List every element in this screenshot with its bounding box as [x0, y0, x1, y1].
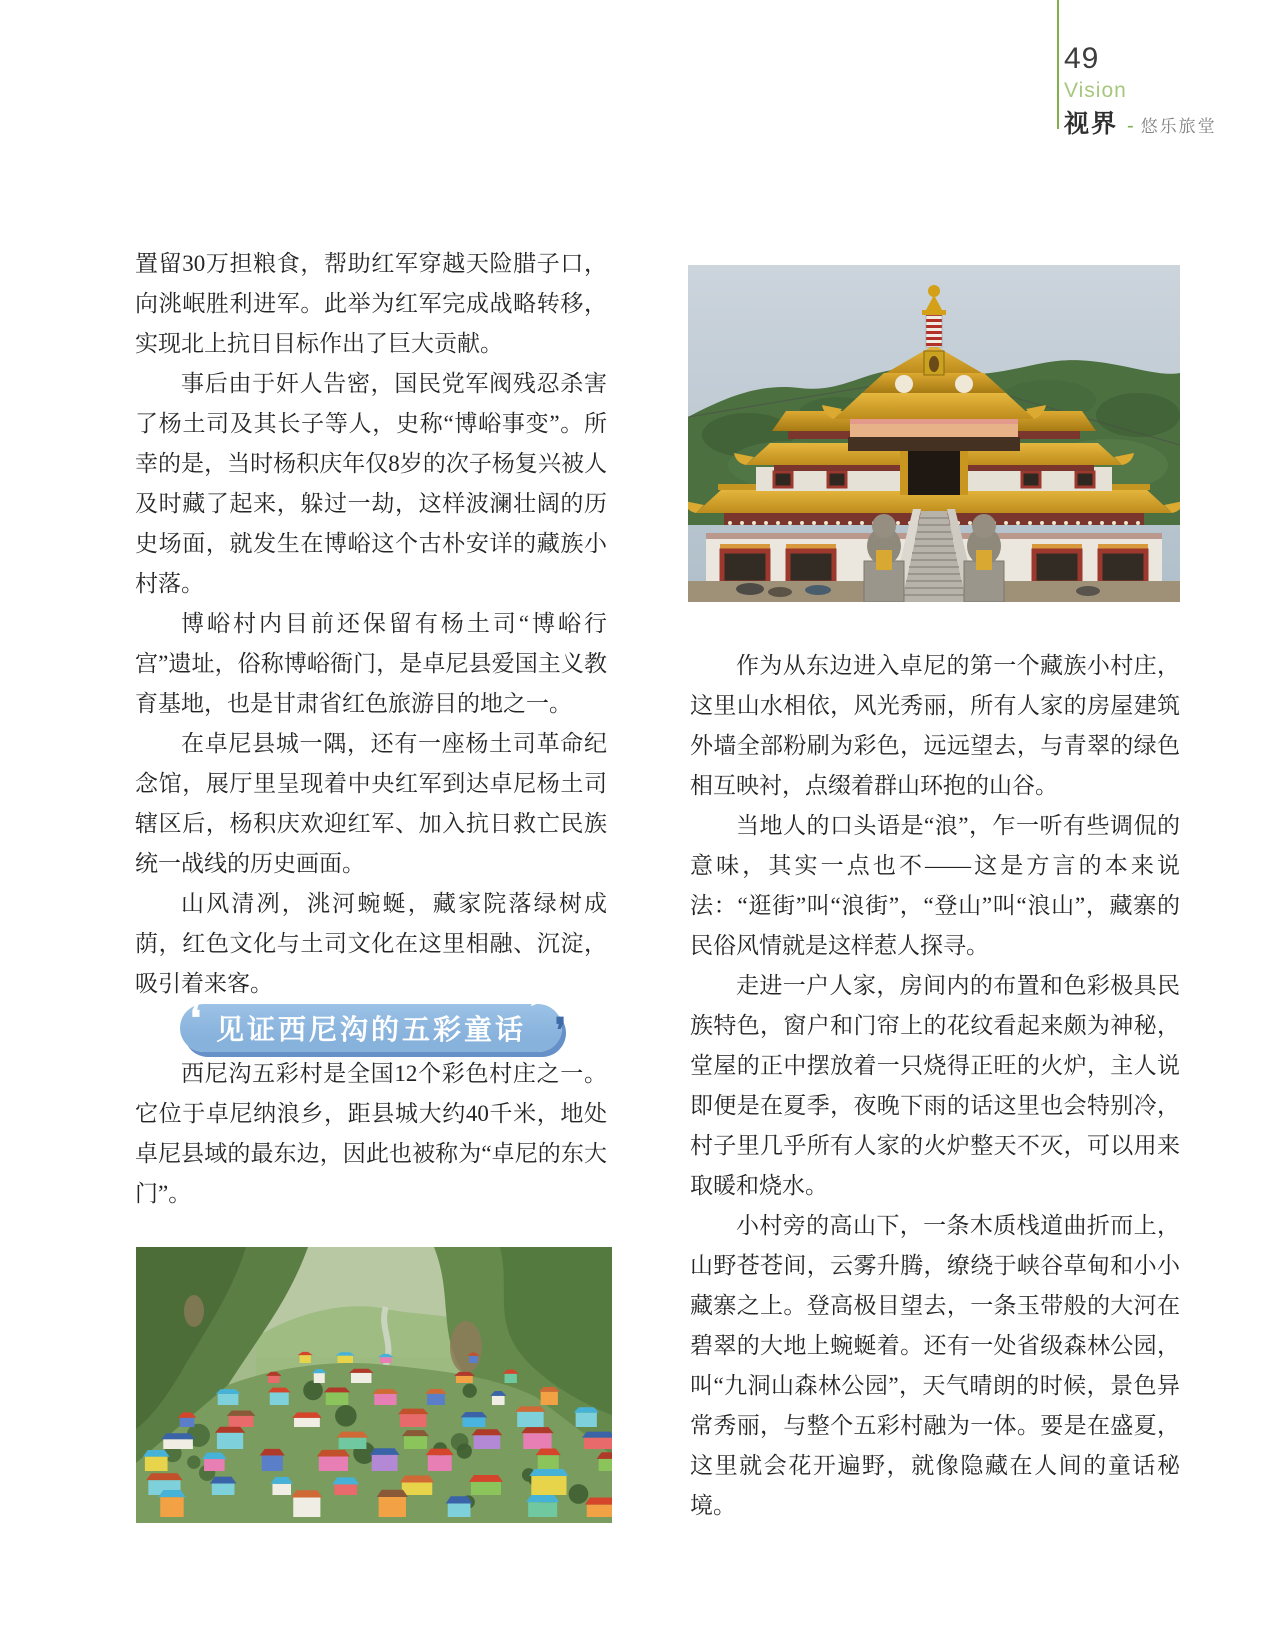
paragraph: 博峪村内目前还保留有杨土司“博峪行宫”遗址，俗称博峪衙门，是卓尼县爱国主义教育基地，也是甘肃省红色旅游目的地之一。: [135, 611, 607, 716]
section-title-row: [1064, 104, 1217, 140]
open-quote-icon: ❛: [189, 1000, 201, 1038]
temple-photo: [688, 265, 1180, 602]
section-badge-title: 见证西尼沟的五彩童话: [215, 1014, 526, 1045]
close-quote-icon: ❜: [555, 1012, 566, 1050]
section-title-cn: 视界: [1064, 110, 1119, 138]
section-badge-wrap: [135, 996, 607, 1052]
left-column-after-badge: [135, 1054, 607, 1214]
paragraph: 作为从东边进入卓尼的第一个藏族小村庄，这里山水相依，风光秀丽，所有人家的房屋建筑外墙全部粉刷为彩色，远远望去，与青翠的绿色相互映衬，点缀着群山环抱的山谷。: [690, 653, 1180, 798]
paragraph: 置留30万担粮食，帮助红军穿越天险腊子口，向洮岷胜利进军。此举为红军完成战略转移，实现北上抗日目标作出了巨大贡献。: [135, 251, 607, 356]
swirl-quote-icon: 〞: [529, 996, 552, 1021]
section-subtitle: 悠乐旅堂: [1140, 117, 1217, 136]
paragraph: 在卓尼县城一隅，还有一座杨土司革命纪念馆，展厅里呈现着中央红军到达卓尼杨土司辖区后，杨积庆欢迎红军、加入抗日救亡民族统一战线的历史画面。: [135, 731, 607, 876]
paragraph: 山风清冽，洮河蜿蜒，藏家院落绿树成荫，红色文化与土司文化在这里相融、沉淀，吸引着来客。: [135, 891, 607, 996]
left-column: [135, 244, 607, 1004]
paragraph: 小村旁的高山下，一条木质栈道曲折而上，山野苍苍间，云雾升腾，缭绕于峡谷草甸和小小藏寨之上。登高极目望去，一条玉带般的大河在碧翠的大地上蜿蜒着。还有一处省级森林公园，叫“九洞山森林公园”，天气晴朗的时候，景色异常秀丽，与整个五彩村融为一体。要是在盛夏，这里就会花开遍野，就像隐藏在人间的童话秘境。: [690, 1213, 1180, 1518]
page-number: 49: [1064, 42, 1100, 75]
section-separator: -: [1127, 115, 1134, 137]
paragraph: 事后由于奸人告密，国民党军阀残忍杀害了杨土司及其长子等人，史称“博峪事变”。所幸的是，当时杨积庆年仅8岁的次子杨复兴被人及时藏了起来，躲过一劫，这样波澜壮阔的历史场面，就发生在博峪这个古朴安详的藏族小村落。: [135, 371, 607, 596]
header-accent-line: [1057, 0, 1059, 129]
paragraph: 走进一户人家，房间内的布置和色彩极具民族特色，窗户和门帘上的花纹看起来颇为神秘，堂屋的正中摆放着一只烧得正旺的火炉，主人说即便是在夏季，夜晚下雨的话这里也会特别冷，村子里几乎所有人家的火炉整天不灭，可以用来取暖和烧水。: [690, 973, 1180, 1198]
section-title-en: Vision: [1064, 79, 1127, 102]
right-column: [690, 646, 1180, 1526]
section-badge: [180, 996, 566, 1052]
village-photo-illustration: [136, 1247, 612, 1523]
paragraph: 西尼沟五彩村是全国12个彩色村庄之一。它位于卓尼纳浪乡，距县城大约40千米，地处卓尼县域的最东边，因此也被称为“卓尼的东大门”。: [135, 1061, 607, 1206]
temple-photo-illustration: [688, 265, 1180, 602]
village-photo: [136, 1247, 612, 1523]
paragraph: 当地人的口头语是“浪”，乍一听有些调侃的意味，其实一点也不——这是方言的本来说法：“逛街”叫“浪街”，“登山”叫“浪山”，藏寨的民俗风情就是这样惹人探寻。: [690, 813, 1180, 958]
